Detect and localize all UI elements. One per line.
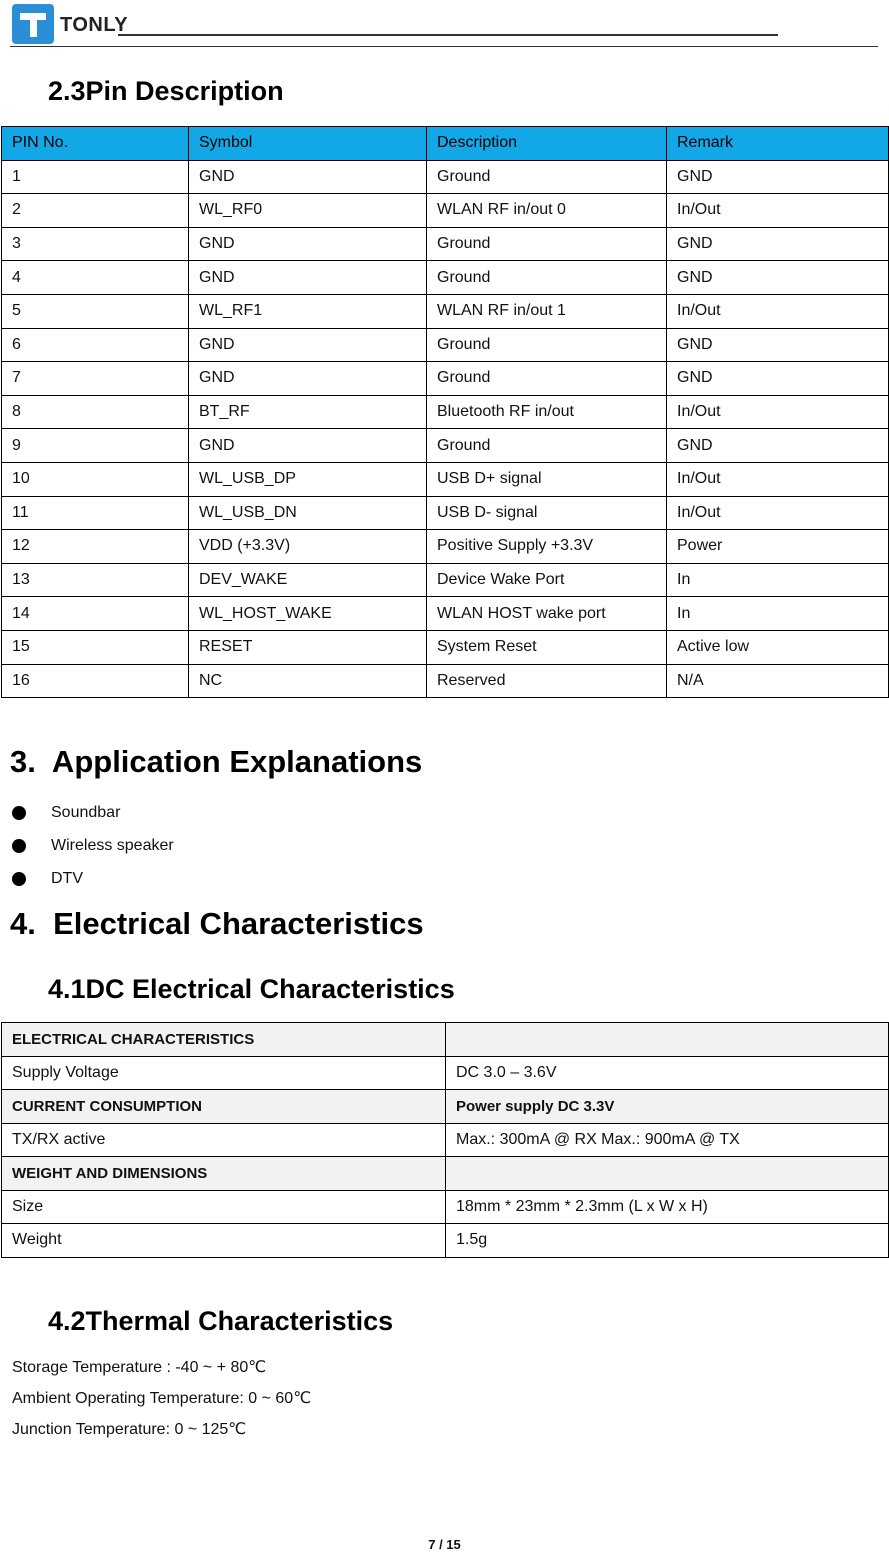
table-row — [2, 1224, 889, 1258]
table-cell: Active low — [667, 630, 889, 664]
table-cell: Supply Voltage — [2, 1056, 446, 1090]
header-divider — [10, 46, 878, 47]
table-cell: 11 — [2, 496, 189, 530]
table-cell: Ground — [427, 160, 667, 194]
thermal-line: Storage Temperature : -40 ~ + 80℃ — [12, 1359, 267, 1376]
table-cell — [446, 1157, 889, 1191]
table-cell: WL_RF1 — [189, 294, 427, 328]
table-row — [2, 362, 889, 396]
table-header-row — [2, 127, 889, 161]
bullet-icon — [12, 839, 26, 853]
table-cell: VDD (+3.3V) — [189, 530, 427, 564]
list-item-label: Soundbar — [51, 803, 121, 821]
table-cell: ELECTRICAL CHARACTERISTICS — [2, 1023, 446, 1057]
table-cell: Ground — [427, 328, 667, 362]
table-cell: Size — [2, 1190, 446, 1224]
table-cell: Bluetooth RF in/out — [427, 395, 667, 429]
column-header: PIN No. — [2, 127, 189, 161]
bullet-icon — [12, 806, 26, 820]
table-cell: 1.5g — [446, 1224, 889, 1258]
thermal-line: Ambient Operating Temperature: 0 ~ 60℃ — [12, 1390, 312, 1407]
table-cell: Reserved — [427, 664, 667, 698]
table-cell: GND — [189, 362, 427, 396]
table-cell: In — [667, 597, 889, 631]
table-cell: 8 — [2, 395, 189, 429]
table-cell: WL_HOST_WAKE — [189, 597, 427, 631]
list-item — [12, 829, 174, 862]
column-header: Description — [427, 127, 667, 161]
pin-description-heading: 2.3Pin Description — [48, 76, 284, 106]
bullet-icon — [12, 872, 26, 886]
list-item — [12, 862, 174, 895]
group-header-row — [2, 1023, 889, 1057]
dc-electrical-table — [1, 1022, 889, 1258]
table-cell: 3 — [2, 227, 189, 261]
table-cell: In/Out — [667, 462, 889, 496]
table-cell: WLAN RF in/out 1 — [427, 294, 667, 328]
table-cell: In/Out — [667, 395, 889, 429]
table-row — [2, 294, 889, 328]
table-row — [2, 194, 889, 228]
thermal-line: Junction Temperature: 0 ~ 125℃ — [12, 1421, 247, 1438]
table-row — [2, 1056, 889, 1090]
table-cell: CURRENT CONSUMPTION — [2, 1090, 446, 1124]
group-header-row — [2, 1090, 889, 1124]
table-cell: USB D- signal — [427, 496, 667, 530]
table-cell: GND — [189, 429, 427, 463]
table-cell: 1 — [2, 160, 189, 194]
table-row — [2, 462, 889, 496]
table-cell: WL_USB_DP — [189, 462, 427, 496]
table-cell: Device Wake Port — [427, 563, 667, 597]
electrical-heading: 4. Electrical Characteristics — [10, 906, 424, 941]
table-cell: 13 — [2, 563, 189, 597]
table-row — [2, 227, 889, 261]
table-cell: 15 — [2, 630, 189, 664]
table-cell: USB D+ signal — [427, 462, 667, 496]
table-cell: 18mm * 23mm * 2.3mm (L x W x H) — [446, 1190, 889, 1224]
table-cell: Positive Supply +3.3V — [427, 530, 667, 564]
page-number: 7 / 15 — [428, 1537, 461, 1552]
table-cell: In/Out — [667, 194, 889, 228]
table-cell: 4 — [2, 261, 189, 295]
table-row — [2, 261, 889, 295]
list-item — [12, 796, 174, 829]
column-header: Remark — [667, 127, 889, 161]
table-row — [2, 597, 889, 631]
table-cell: Power supply DC 3.3V — [446, 1090, 889, 1124]
table-cell — [446, 1023, 889, 1057]
table-cell: In/Out — [667, 496, 889, 530]
table-row — [2, 630, 889, 664]
table-cell: 16 — [2, 664, 189, 698]
table-cell: GND — [189, 328, 427, 362]
tonly-logo-icon — [12, 4, 54, 44]
table-cell: GND — [189, 160, 427, 194]
application-heading: 3. Application Explanations — [10, 744, 423, 779]
table-cell: 14 — [2, 597, 189, 631]
list-item-label: DTV — [51, 869, 83, 887]
table-cell: GND — [667, 160, 889, 194]
table-row — [2, 395, 889, 429]
table-row — [2, 496, 889, 530]
application-list — [12, 796, 174, 895]
thermal-heading: 4.2Thermal Characteristics — [48, 1306, 394, 1336]
table-row — [2, 160, 889, 194]
table-row — [2, 429, 889, 463]
table-cell: Max.: 300mA @ RX Max.: 900mA @ TX — [446, 1123, 889, 1157]
table-row — [2, 328, 889, 362]
table-cell: GND — [667, 227, 889, 261]
table-cell: GND — [667, 328, 889, 362]
table-cell: Weight — [2, 1224, 446, 1258]
table-cell: NC — [189, 664, 427, 698]
table-cell: Power — [667, 530, 889, 564]
table-row — [2, 664, 889, 698]
table-cell: 5 — [2, 294, 189, 328]
table-cell: WEIGHT AND DIMENSIONS — [2, 1157, 446, 1191]
table-cell: System Reset — [427, 630, 667, 664]
dc-electrical-heading: 4.1DC Electrical Characteristics — [48, 974, 455, 1004]
brand-logo — [12, 4, 152, 44]
table-cell: In/Out — [667, 294, 889, 328]
table-row — [2, 563, 889, 597]
table-cell: WL_USB_DN — [189, 496, 427, 530]
table-cell: Ground — [427, 261, 667, 295]
group-header-row — [2, 1157, 889, 1191]
table-cell: DC 3.0 – 3.6V — [446, 1056, 889, 1090]
table-cell: N/A — [667, 664, 889, 698]
table-cell: WL_RF0 — [189, 194, 427, 228]
table-cell: In — [667, 563, 889, 597]
table-cell: 6 — [2, 328, 189, 362]
table-cell: BT_RF — [189, 395, 427, 429]
table-cell: Ground — [427, 227, 667, 261]
table-cell: 9 — [2, 429, 189, 463]
table-cell: 10 — [2, 462, 189, 496]
table-cell: Ground — [427, 429, 667, 463]
table-row — [2, 1190, 889, 1224]
table-row — [2, 1123, 889, 1157]
table-cell: GND — [667, 261, 889, 295]
table-cell: GND — [189, 227, 427, 261]
thermal-list — [12, 1352, 311, 1445]
header-rule — [118, 34, 778, 36]
table-row — [2, 530, 889, 564]
table-cell: TX/RX active — [2, 1123, 446, 1157]
table-cell: RESET — [189, 630, 427, 664]
table-cell: 12 — [2, 530, 189, 564]
table-cell: WLAN HOST wake port — [427, 597, 667, 631]
pin-description-table — [1, 126, 889, 698]
list-item-label: Wireless speaker — [51, 836, 174, 854]
table-cell: GND — [667, 362, 889, 396]
table-cell: 7 — [2, 362, 189, 396]
table-cell: GND — [189, 261, 427, 295]
column-header: Symbol — [189, 127, 427, 161]
table-cell: WLAN RF in/out 0 — [427, 194, 667, 228]
brand-name: TONLY — [60, 14, 129, 36]
table-cell: 2 — [2, 194, 189, 228]
table-cell: DEV_WAKE — [189, 563, 427, 597]
table-cell: GND — [667, 429, 889, 463]
table-cell: Ground — [427, 362, 667, 396]
